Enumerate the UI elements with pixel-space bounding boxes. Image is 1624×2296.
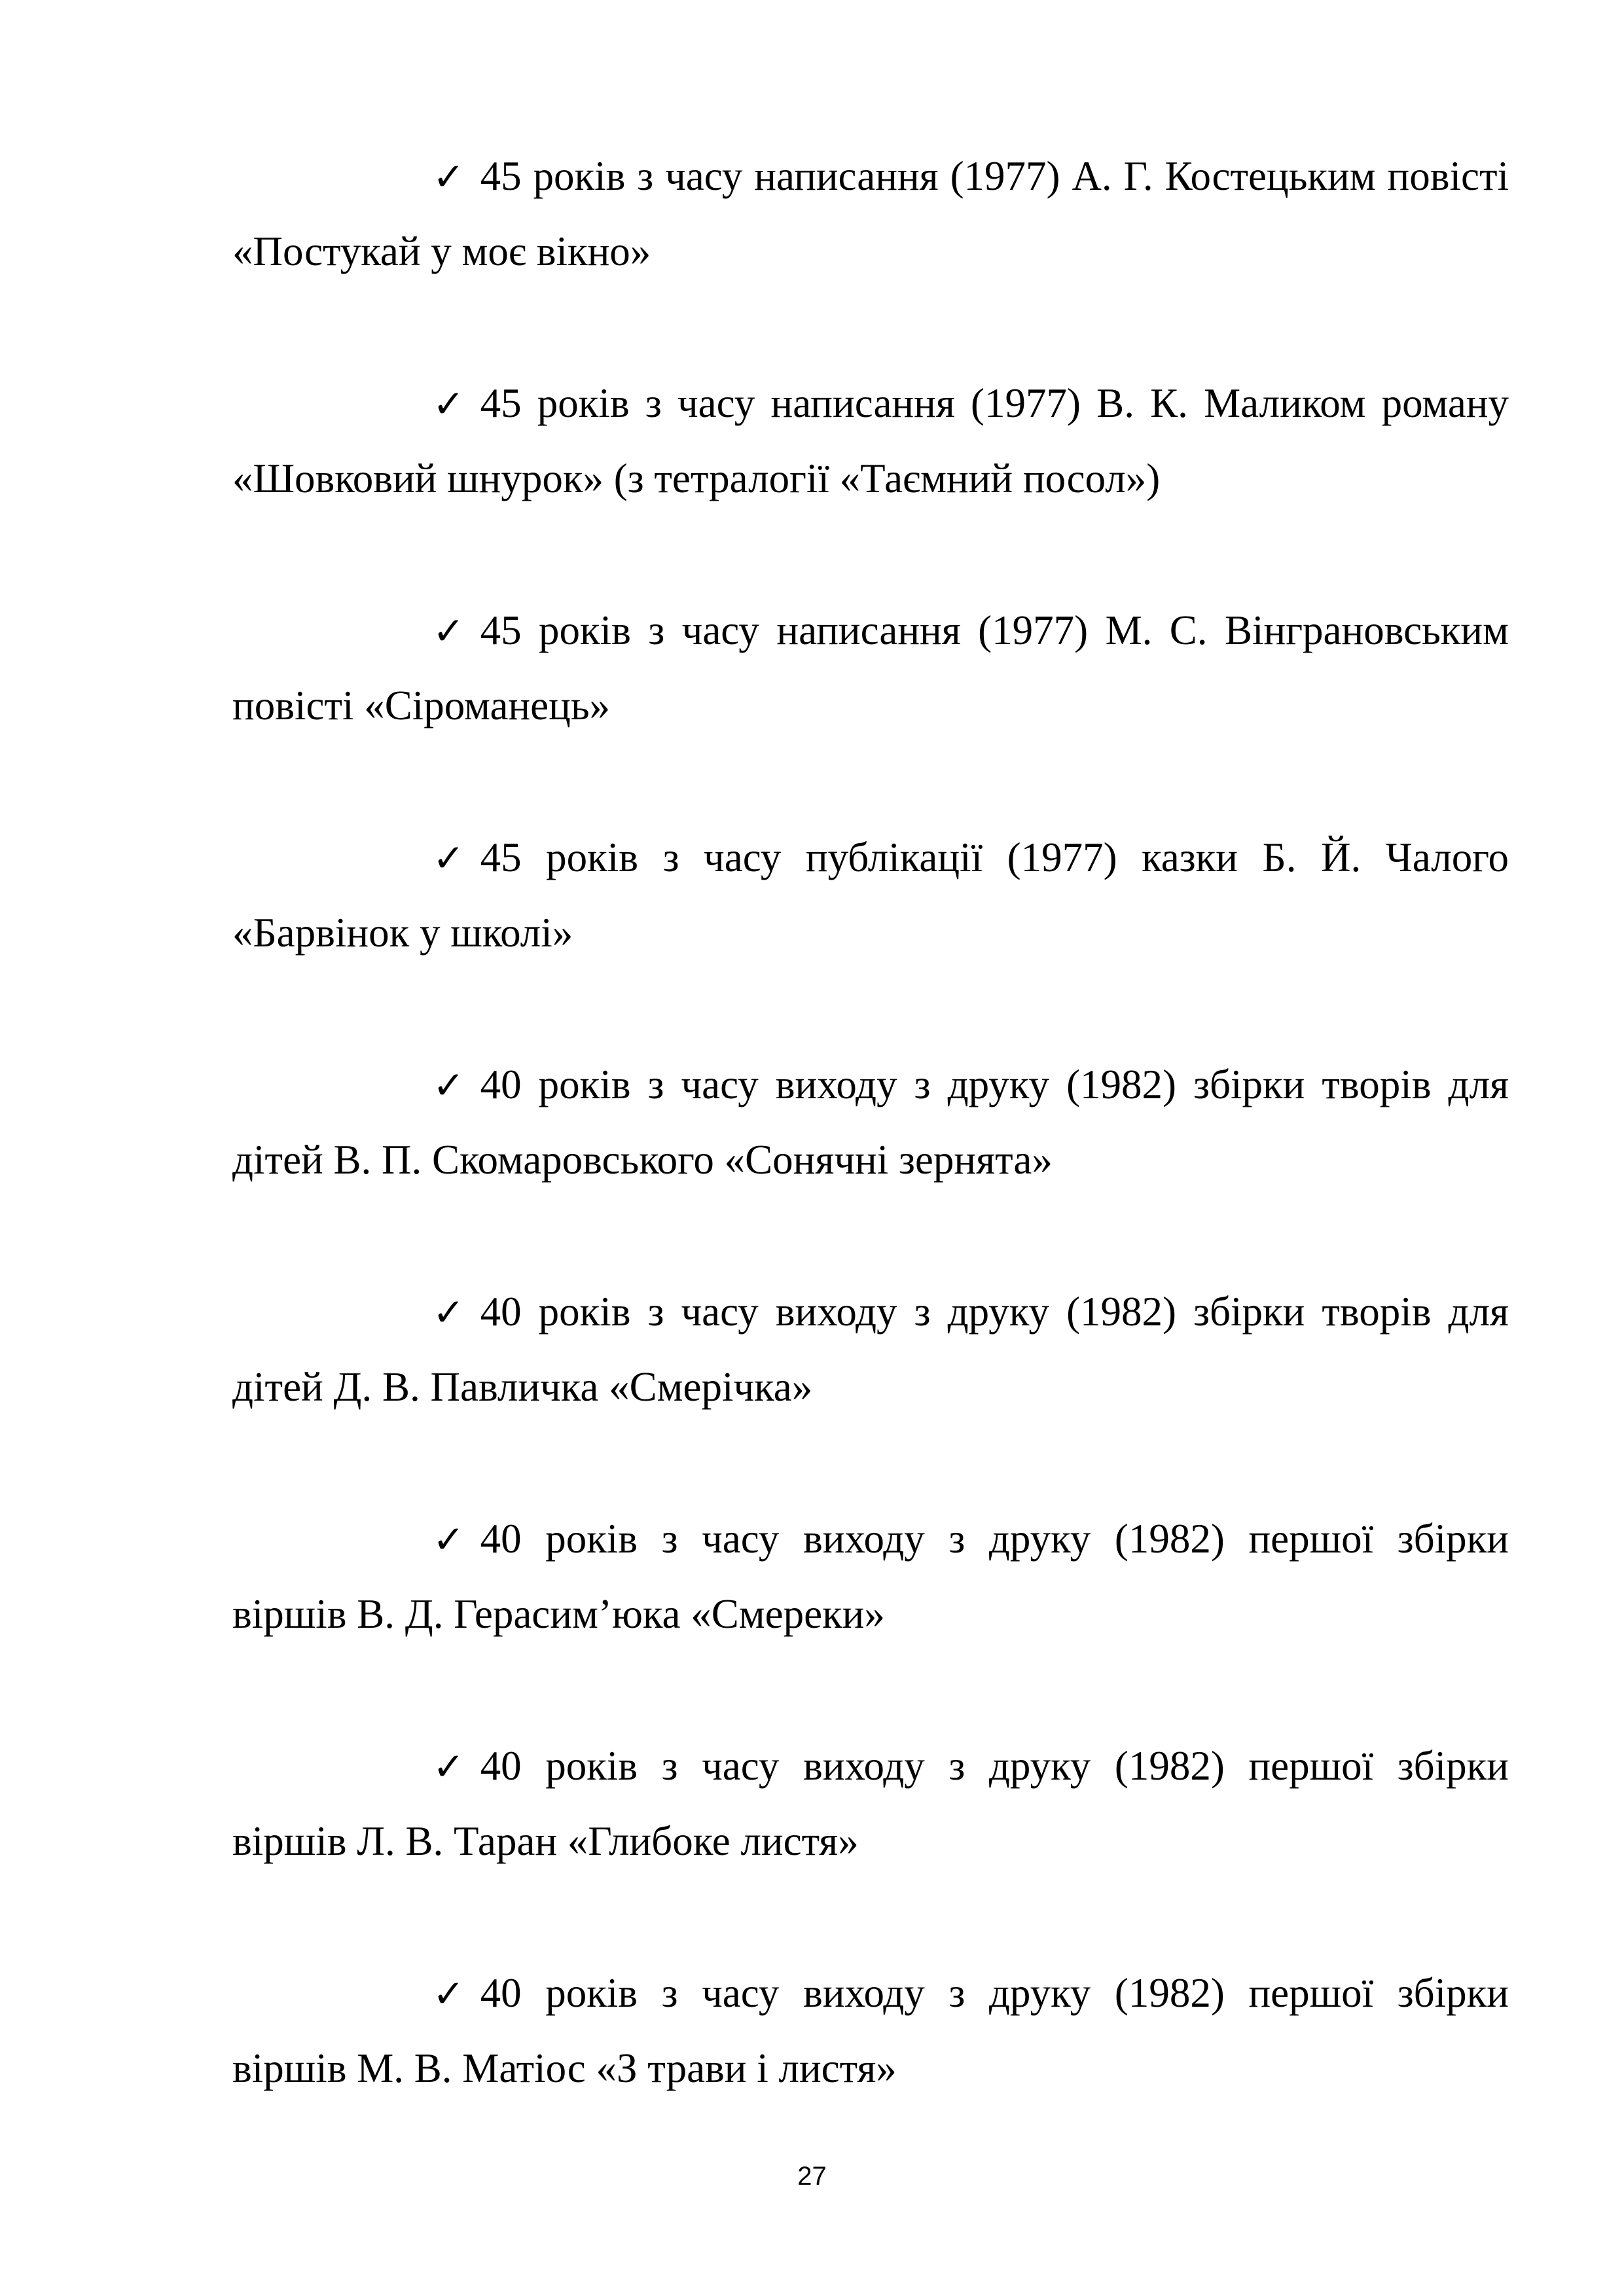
list-item-text: 40 років з часу виходу з друку (1982) першої збірки віршів В. Д. Герасим’юка «Смереки» (232, 1516, 1509, 1637)
list-item (232, 366, 1509, 516)
check-mark-icon: ✓ (433, 382, 465, 426)
check-mark-icon: ✓ (433, 1744, 465, 1789)
list-item-text: 45 років з часу публікації (1977) казки Б. Й. Чалого «Барвінок у школі» (232, 834, 1509, 956)
list-item (232, 1956, 1509, 2106)
check-mark-icon: ✓ (433, 1971, 465, 2016)
list-item-text: 40 років з часу виходу з друку (1982) першої збірки віршів М. В. Матіос «З трави і листя» (232, 1970, 1509, 2091)
check-mark-icon: ✓ (433, 1517, 465, 1562)
anniversary-list (232, 139, 1509, 2183)
check-mark-icon: ✓ (433, 1290, 465, 1335)
list-item-text: 45 років з часу написання (1977) В. К. Маликом роману «Шовковий шнурок» (з тетралогії «Таємний посол») (232, 380, 1509, 501)
check-mark-icon: ✓ (433, 609, 465, 653)
list-item (232, 1501, 1509, 1651)
list-item (232, 1047, 1509, 1197)
check-mark-icon: ✓ (433, 1063, 465, 1107)
list-item (232, 593, 1509, 743)
page-number: 27 (797, 2162, 827, 2191)
check-mark-icon: ✓ (433, 154, 465, 199)
list-item-text: 40 років з часу виходу з друку (1982) збірки творів для дітей В. П. Скомаровського «Сонячні зернята» (232, 1062, 1509, 1183)
list-item (232, 820, 1509, 970)
list-item (232, 139, 1509, 289)
list-item-text: 40 років з часу виходу з друку (1982) першої збірки віршів Л. В. Таран «Глибоке листя» (232, 1743, 1509, 1864)
list-item (232, 1729, 1509, 1878)
list-item (232, 1274, 1509, 1424)
list-item-text: 40 років з часу виходу з друку (1982) збірки творів для дітей Д. В. Павличка «Смерічка» (232, 1289, 1509, 1410)
list-item-text: 45 років з часу написання (1977) М. С. Вінграновським повісті «Сіроманець» (232, 607, 1509, 728)
check-mark-icon: ✓ (433, 836, 465, 880)
list-item-text: 45 років з часу написання (1977) А. Г. Костецьким повісті «Постукай у моє вікно» (232, 153, 1509, 274)
